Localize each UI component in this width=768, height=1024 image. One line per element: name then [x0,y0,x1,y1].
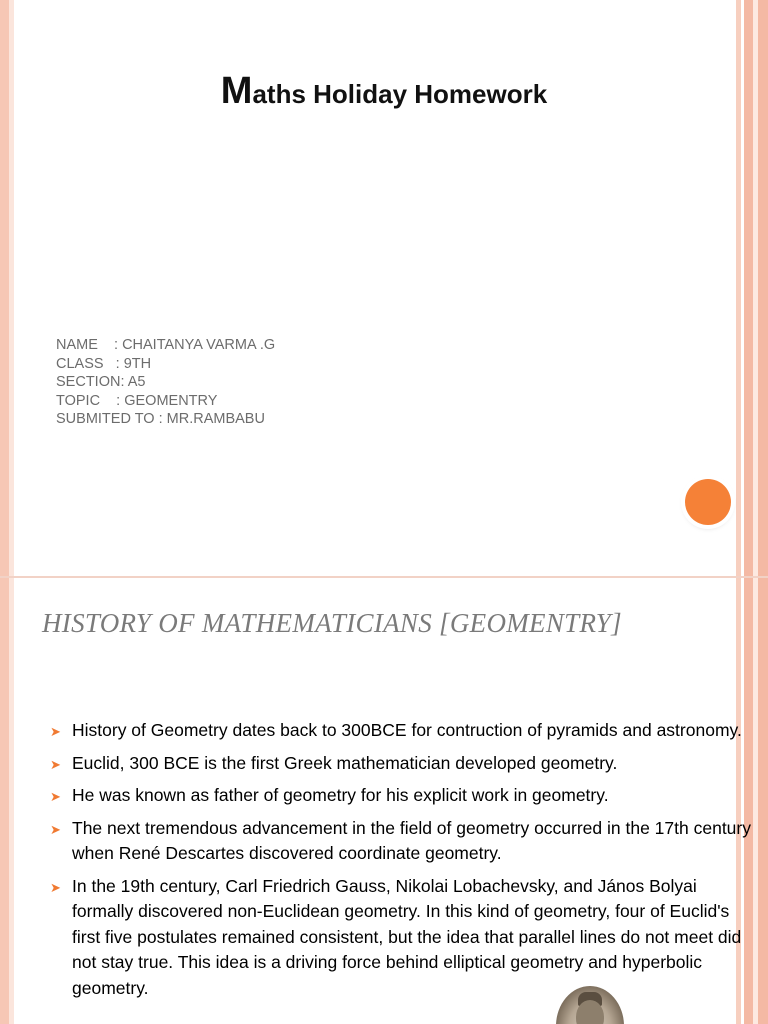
bullet-text: The next tremendous advancement in the field of geometry occurred in the 17th century when René Descartes discovered coordinate geometry. [72,817,751,863]
info-class: CLASS : 9TH [56,355,152,372]
arrow-bullet-icon: ➤ [50,724,61,739]
list-item [48,874,753,1002]
slide-history [0,578,768,1024]
arrow-bullet-icon: ➤ [50,879,61,895]
list-item [48,718,753,744]
info-topic: TOPIC : GEOMENTRY [56,392,218,409]
info-name: NAME : CHAITANYA VARMA .G [56,337,276,353]
student-info [56,336,275,429]
arrow-bullet-icon: ➤ [50,756,61,772]
left-decorative-band [0,578,14,1024]
history-heading: HISTORY OF MATHEMATICIANS [GEOMENTRY] [42,608,622,638]
arrow-bullet-icon: ➤ [50,789,61,804]
orange-circle-decoration [685,479,731,525]
list-item [48,816,753,867]
history-bullet-list [48,718,753,1008]
bullet-text: In the 19th century, Carl Friedrich Gauss, Nikolai Lobachevsky, and János Bolyai formally discovered non-Euclidean geometry. In this kind of geometry, four of Euclid's first five postulates remained consistent, but the idea that parallel lines do not meet did not stay true. This idea is a driving force behind elliptical geometry and hyperbolic geometry. [72,875,742,998]
title-initial: M [220,70,253,112]
arrow-bullet-icon: ➤ [50,821,61,837]
slide-title-heading [0,70,768,113]
title-rest: aths Holiday Homework [252,79,548,109]
info-submitted-to: SUBMITED TO : MR.RAMBABU [56,411,265,427]
info-section: SECTION: A5 [56,374,146,390]
bullet-text: Euclid, 300 BCE is the first Greek mathematician developed geometry. [72,752,618,773]
list-item [48,783,753,809]
bullet-text: History of Geometry dates back to 300BCE for contruction of pyramids and astronomy. [72,720,742,740]
list-item [48,751,753,777]
bullet-text: He was known as father of geometry for his explicit work in geometry. [72,785,609,805]
